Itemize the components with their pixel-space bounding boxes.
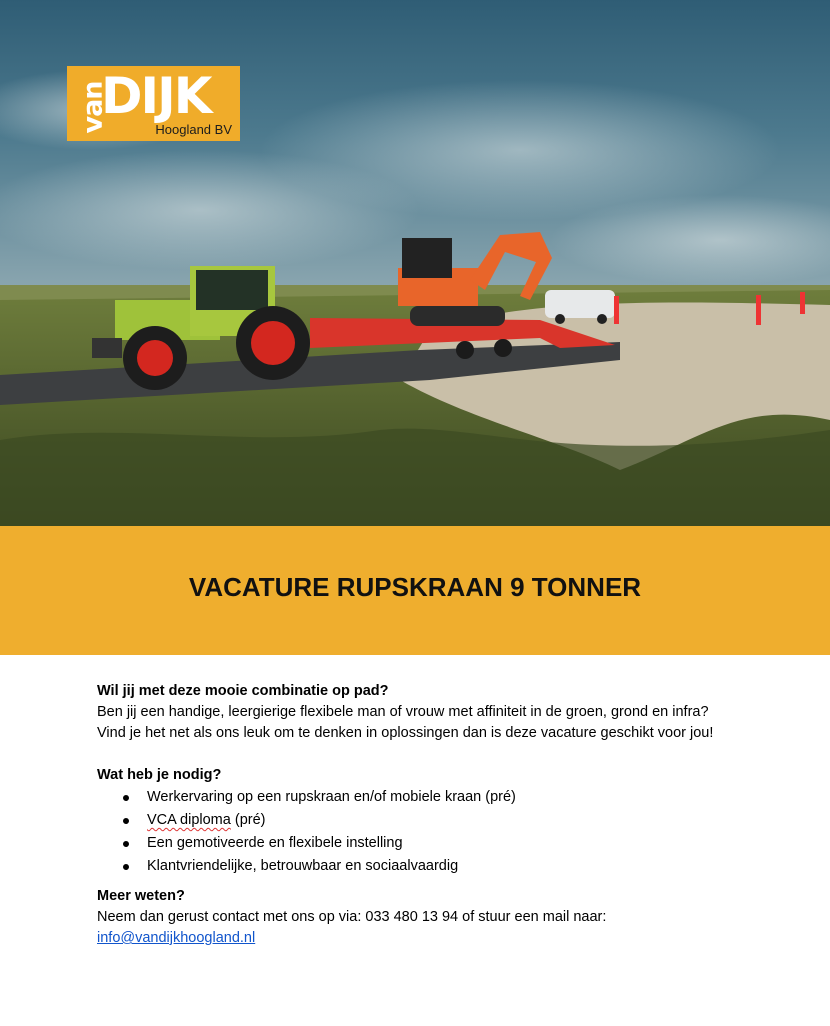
logo-subtitle: Hoogland BV (155, 122, 232, 137)
needs-list (97, 786, 737, 878)
company-logo (67, 66, 240, 141)
logo-van: van (77, 81, 109, 134)
email-link[interactable]: info@vandijkhoogland.nl (97, 930, 256, 946)
bullet-icon (123, 795, 129, 801)
list-item: Klantvriendelijke, betrouwbaar en sociaalvaardig (97, 855, 737, 878)
intro-heading: Wil jij met deze mooie combinatie op pad? (97, 683, 389, 699)
vacancy-content (97, 681, 737, 949)
contact-heading: Meer weten? (97, 888, 185, 904)
contact-body: Neem dan gerust contact met ons op via: 033 480 13 94 of stuur een mail naar: (97, 909, 607, 925)
bullet-icon (123, 864, 129, 870)
page-title: VACATURE RUPSKRAAN 9 TONNER (188, 572, 642, 602)
needs-heading: Wat heb je nodig? (97, 767, 222, 783)
title-banner (0, 526, 830, 655)
bullet-icon (123, 841, 129, 847)
list-item: Werkervaring op een rupskraan en/of mobiele kraan (pré) (97, 786, 737, 809)
bullet-icon (123, 818, 129, 824)
logo-dijk: DIJK (101, 67, 211, 125)
list-item: VCA diploma (pré) (97, 809, 737, 832)
list-item: Een gemotiveerde en flexibele instelling (97, 832, 737, 855)
spellcheck-word: VCA diploma (147, 812, 231, 828)
intro-body: Ben jij een handige, leergierige flexibele man of vrouw met affiniteit in de groen, grond en infra? Vind je het net als ons leuk om te denken in oplossingen dan is deze vacature geschikt voor jou! (97, 704, 714, 741)
